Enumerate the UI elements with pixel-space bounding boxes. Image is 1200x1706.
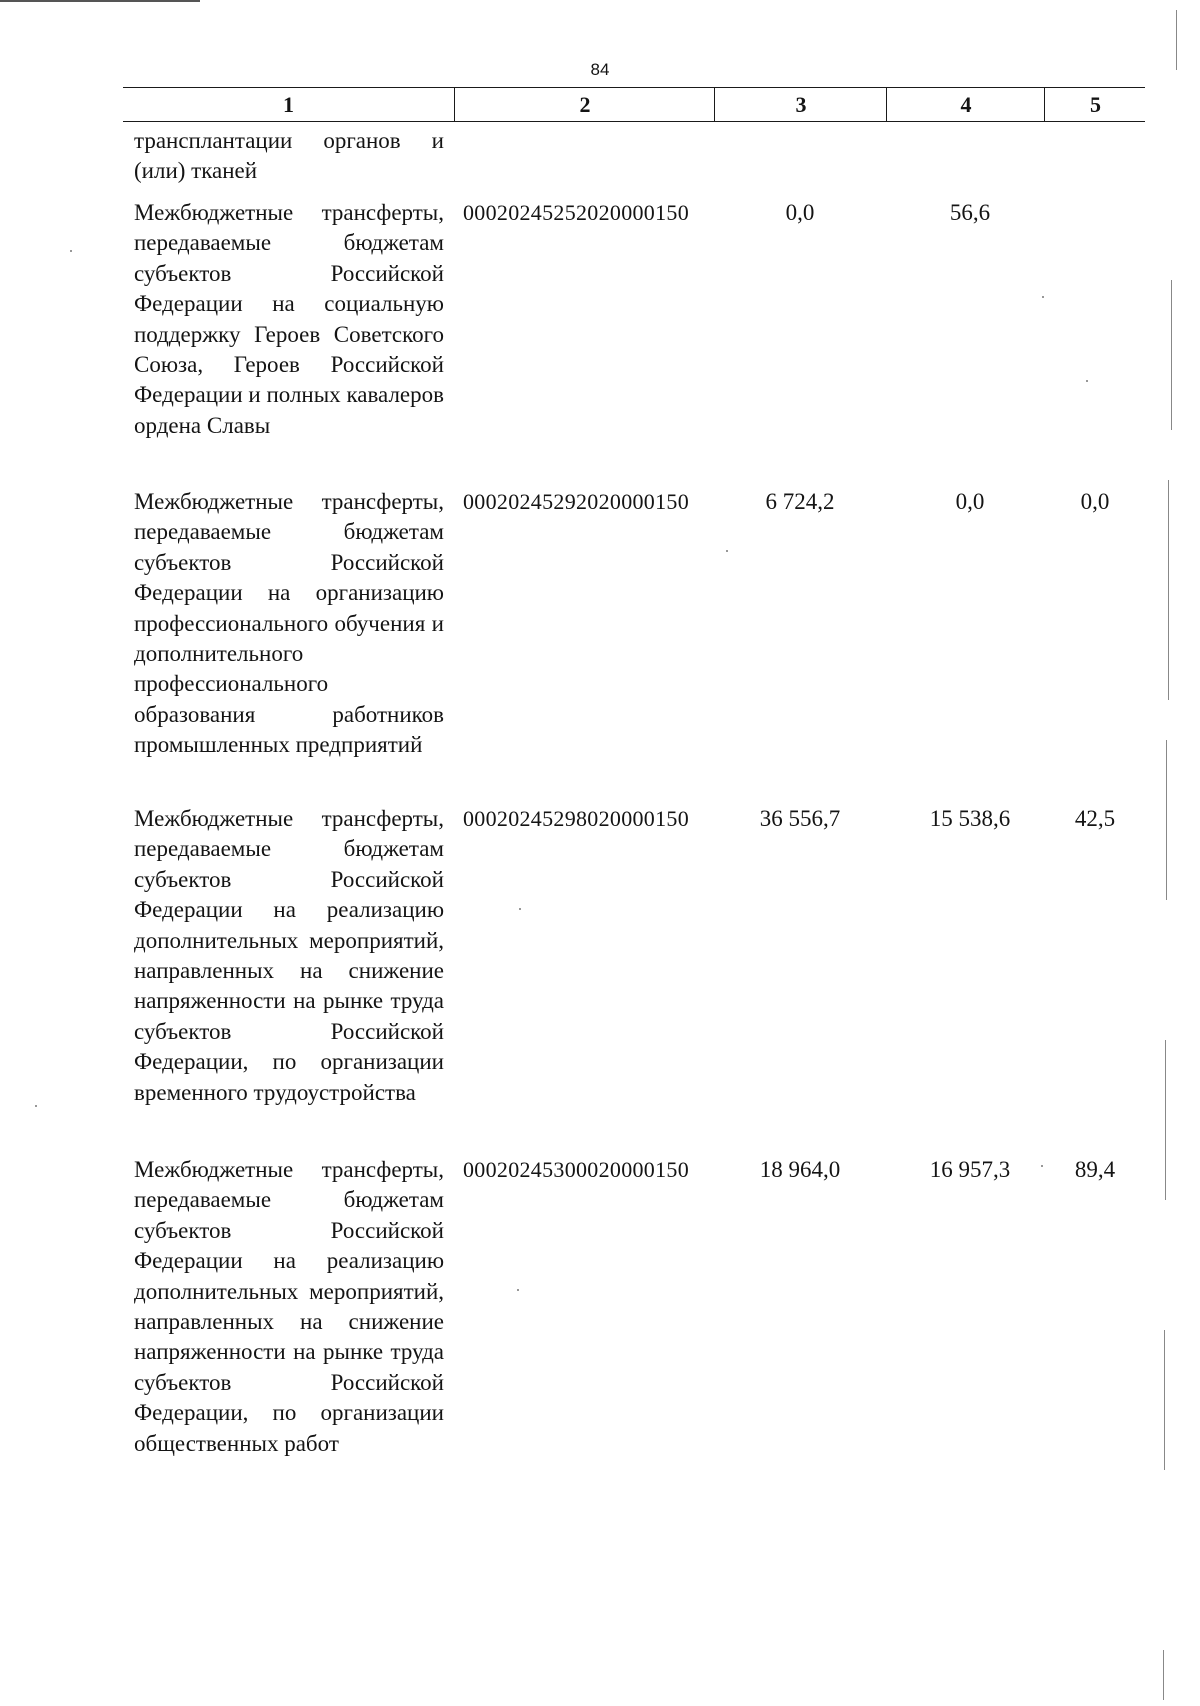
scan-artifact-edge — [1176, 10, 1177, 70]
scan-artifact-line — [0, 0, 200, 2]
scan-artifact-edge — [1163, 1650, 1164, 1700]
row-value-col4: 15 538,6 — [929, 806, 1011, 831]
row-code: 00020245252020000150 — [463, 200, 689, 225]
row-name: Межбюджетные трансферты, передаваемые бюджетам субъектов Российской Федерации на реализацию дополнительных мероприятий, направленных на снижение напряженности на рынке труда субъектов Российской Федерации, по организации общественных работ — [134, 1157, 444, 1456]
scan-artifact-dot — [517, 1289, 519, 1291]
row-value-col3: 6 724,2 — [765, 489, 835, 514]
row-value-col5: 42,5 — [1074, 806, 1116, 831]
scan-artifact-dot — [726, 550, 728, 552]
scan-artifact-edge — [1164, 1330, 1165, 1470]
scan-artifact-edge — [1166, 740, 1167, 900]
row-name: трансплантации органов и (или) тканей — [134, 128, 444, 184]
row-name: Межбюджетные трансферты, передаваемые бюджетам субъектов Российской Федерации на социальную поддержку Героев Советского Союза, Героев Российской Федерации и полных кавалеров ордена Славы — [134, 200, 444, 438]
column-header-4: 4 — [886, 88, 1045, 121]
column-header-3: 3 — [714, 88, 887, 121]
row-value-col3: 36 556,7 — [759, 806, 841, 831]
row-value-col3: 0,0 — [785, 200, 815, 225]
scan-artifact-dot — [1042, 296, 1044, 298]
column-header-1: 1 — [283, 92, 294, 117]
scan-artifact-dot — [1086, 380, 1088, 382]
row-name: Межбюджетные трансферты, передаваемые бюджетам субъектов Российской Федерации на реализацию дополнительных мероприятий, направленных на снижение напряженности на рынке труда субъектов Российской Федерации, по организации временного трудоустройства — [134, 806, 444, 1105]
table-header — [123, 87, 1145, 122]
row-value-col5: 0,0 — [1080, 489, 1110, 514]
row-value-col4: 56,6 — [949, 200, 991, 225]
row-value-col4: 0,0 — [955, 489, 985, 514]
scan-artifact-dot — [70, 250, 72, 252]
scan-artifact-dot — [519, 908, 521, 910]
row-value-col5: 89,4 — [1074, 1157, 1116, 1182]
scan-artifact-dot — [35, 1105, 37, 1107]
row-code: 00020245300020000150 — [463, 1157, 689, 1182]
column-header-2: 2 — [454, 88, 715, 121]
row-value-col4: 16 957,3 — [929, 1157, 1011, 1182]
scan-artifact-edge — [1165, 1040, 1166, 1200]
row-code: 00020245298020000150 — [463, 806, 689, 831]
row-value-col3: 18 964,0 — [759, 1157, 841, 1182]
page-number: 84 — [590, 60, 610, 79]
column-header-5: 5 — [1044, 88, 1146, 121]
scan-artifact-edge — [1168, 480, 1169, 700]
scan-artifact-edge — [1171, 280, 1172, 430]
row-code: 00020245292020000150 — [463, 489, 689, 514]
row-name: Межбюджетные трансферты, передаваемые бюджетам субъектов Российской Федерации на организацию профессионального обучения и дополнительного профессионального образования работников промышленных предприятий — [134, 489, 444, 758]
